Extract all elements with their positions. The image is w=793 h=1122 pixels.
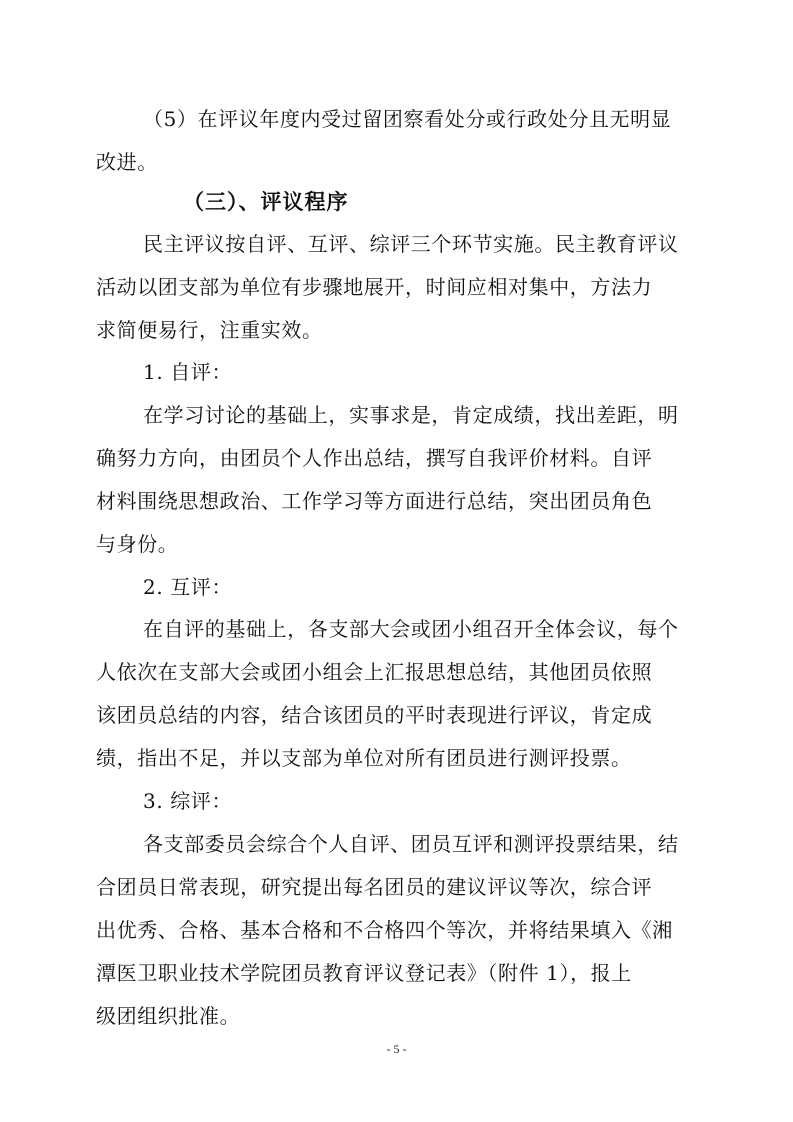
section-heading-evaluation-procedure: （三）、评议程序 [183,190,349,214]
self-evaluation-line-4: 与身份。 [96,532,179,556]
peer-evaluation-line-4: 绩，指出不足，并以支部为单位对所有团员进行测评投票。 [96,746,632,770]
intro-paragraph-line-3: 求简便易行，注重实效。 [96,318,323,342]
comprehensive-evaluation-line-4: 潭医卫职业技术学院团员教育评议登记表》（附件 1），报上 [96,961,632,985]
subheading-comprehensive-evaluation: 3. 综评： [143,789,233,813]
comprehensive-evaluation-line-2: 合团员日常表现，研究提出每名团员的建议评议等次，综合评 [96,875,653,899]
comprehensive-evaluation-line-5: 级团组织批准。 [96,1004,241,1028]
self-evaluation-line-2: 确努力方向，由团员个人作出总结，撰写自我评价材料。自评 [96,446,653,470]
subheading-self-evaluation: 1. 自评： [143,360,233,384]
self-evaluation-line-3: 材料围绕思想政治、工作学习等方面进行总结，突出团员角色 [96,489,653,513]
criterion-5-line-1: （5）在评议年度内受过留团察看处分或行政处分且无明显 [143,107,672,131]
comprehensive-evaluation-line-1: 各支部委员会综合个人自评、团员互评和测评投票结果，结 [143,832,679,856]
peer-evaluation-line-2: 人依次在支部大会或团小组会上汇报思想总结，其他团员依照 [96,660,653,684]
comprehensive-evaluation-line-3: 出优秀、合格、基本合格和不合格四个等次，并将结果填入《湘 [96,918,673,942]
peer-evaluation-line-1: 在自评的基础上，各支部大会或团小组召开全体会议，每个 [143,617,679,641]
intro-paragraph-line-1: 民主评议按自评、互评、综评三个环节实施。民主教育评议 [143,232,679,256]
criterion-5-line-2: 改进。 [96,150,158,174]
peer-evaluation-line-3: 该团员总结的内容，结合该团员的平时表现进行评议，肯定成 [96,703,653,727]
page-number: - 5 - [386,1042,407,1056]
self-evaluation-line-1: 在学习讨论的基础上，实事求是，肯定成绩，找出差距，明 [143,403,679,427]
intro-paragraph-line-2: 活动以团支部为单位有步骤地展开，时间应相对集中，方法力 [96,275,653,299]
subheading-peer-evaluation: 2. 互评： [143,575,233,599]
